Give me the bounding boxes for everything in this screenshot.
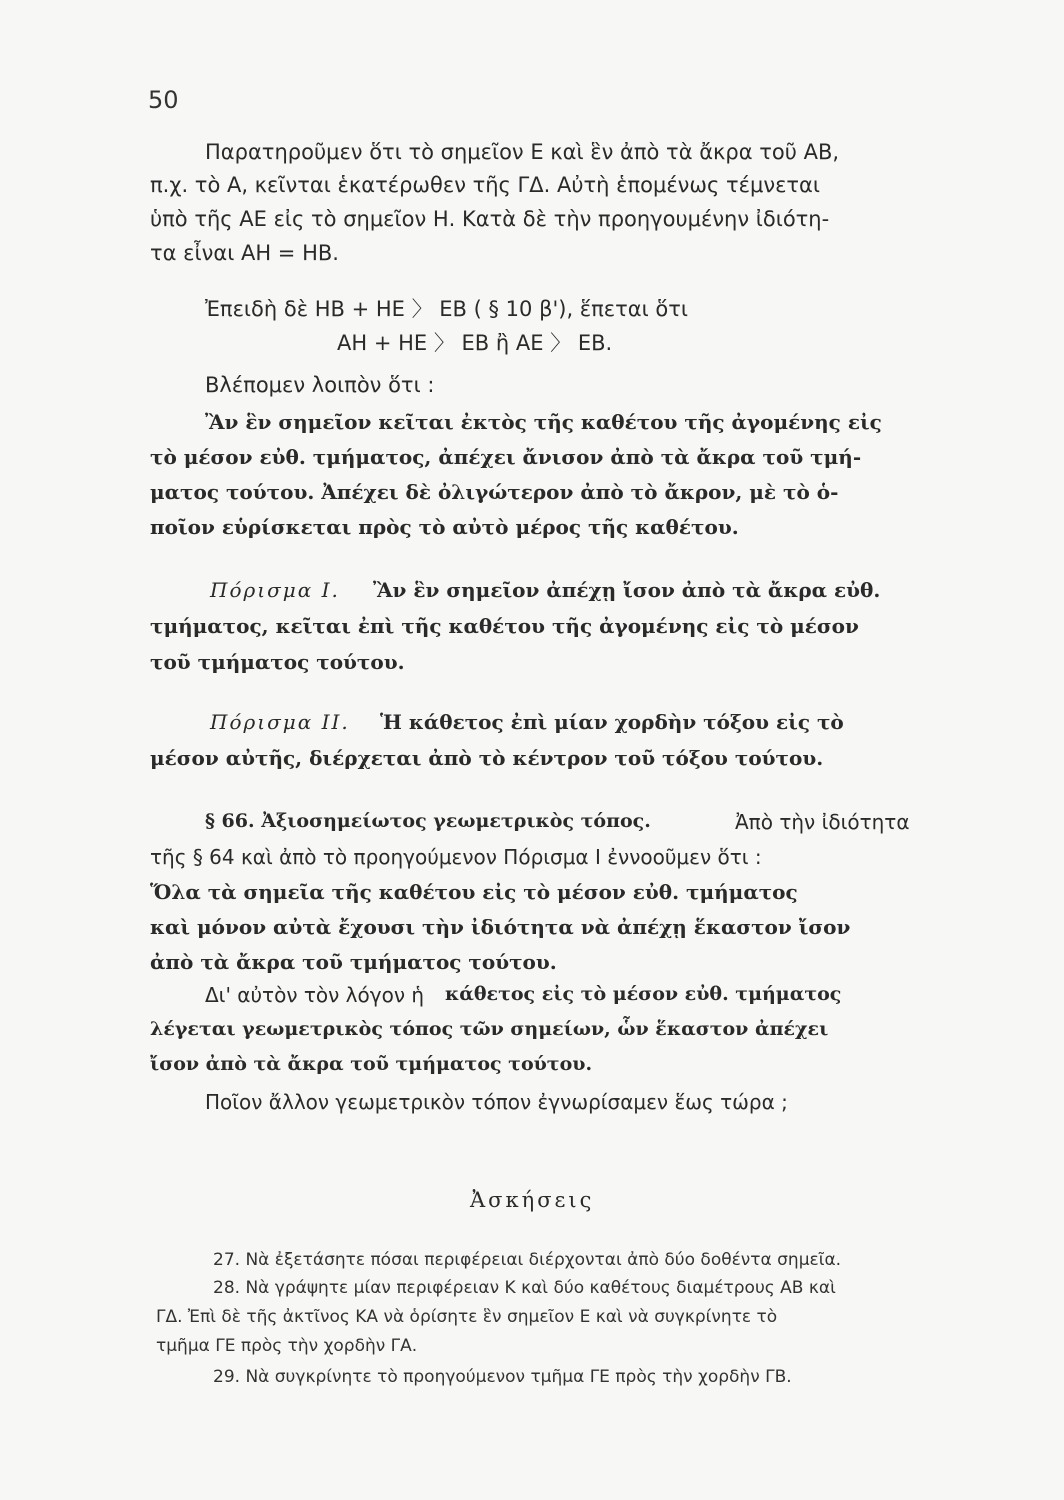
theorem-line: καὶ μόνον αὐτὰ ἔχουσι τὴν ἰδιότητα νὰ ἀπέχῃ ἕκαστον ἴσον [150,915,851,939]
theorem-line: ἀπὸ τὰ ἄκρα τοῦ τμήματος τούτου. [150,950,557,974]
porisma2-label: Πόρισμα ΙΙ. [210,710,350,734]
text-line: π.χ. τὸ Α, κεῖνται ἑκατέρωθεν τῆς ΓΔ. Αὐτὴ ἑπομένως τέμνεται [150,173,821,197]
porisma1-label: Πόρισμα Ι. [210,578,340,602]
text-line: Ποῖον ἄλλον γεωμετρικὸν τόπον ἐγνωρίσαμεν ἕως τώρα ; [205,1090,788,1114]
section-title: § 66. Ἀξιοσημείωτος γεωμετρικὸς τόπος. [205,810,651,832]
text-line: κάθετος εἰς τὸ μέσον εὐθ. τμήματος [445,983,842,1005]
text-line: Ἐπειδὴ δὲ ΗΒ + ΗΕ 〉 ΕΒ ( § 10 β'), ἕπεται ὅτι [205,297,689,321]
page-number: 50 [148,86,179,114]
text-line: Βλέπομεν λοιπὸν ὅτι : [205,373,435,397]
text-line: ὑπὸ τῆς ΑΕ εἰς τὸ σημεῖον Η. Κατὰ δὲ τὴν προηγουμένην ἰδιότη- [150,207,830,231]
theorem-line: τὸ μέσον εὐθ. τμήματος, ἀπέχει ἄνισον ἀπὸ τὰ ἄκρα τοῦ τμή- [150,445,862,469]
theorem-line: Ὅλα τὰ σημεῖα τῆς καθέτου εἰς τὸ μέσον εὐθ. τμήματος [150,880,798,904]
text-line: τα εἶναι ΑΗ = ΗΒ. [150,241,339,265]
text-line: Ἀπὸ τὴν ἰδιότητα [735,810,910,834]
exercise-item: 28. Νὰ γράψητε μίαν περιφέρειαν Κ καὶ δύο καθέτους διαμέτρους ΑΒ καὶ [213,1278,836,1298]
porisma1-line: Ἂν ἓν σημεῖον ἀπέχῃ ἴσον ἀπὸ τὰ ἄκρα εὐθ. [373,578,881,602]
porisma2-line: μέσον αὐτῆς, διέρχεται ἀπὸ τὸ κέντρον τοῦ τόξου τούτου. [150,746,824,770]
porisma2-line: Ἡ κάθετος ἐπὶ μίαν χορδὴν τόξου εἰς τὸ [380,710,844,734]
text-line: τῆς § 64 καὶ ἀπὸ τὸ προηγούμενον Πόρισμα Ι ἐννοοῦμεν ὅτι : [150,845,762,869]
theorem-line: ματος τούτου. Ἀπέχει δὲ ὀλιγώτερον ἀπὸ τὸ ἄκρον, μὲ τὸ ὁ- [150,480,839,504]
porisma1-line: τμήματος, κεῖται ἐπὶ τῆς καθέτου τῆς ἀγομένης εἰς τὸ μέσον [150,614,859,638]
text-line: λέγεται γεωμετρικὸς τόπος τῶν σημείων, ὧν ἕκαστον ἀπέχει [150,1018,829,1040]
exercises-heading: Ἀσκήσεις [470,1188,595,1212]
exercise-item: τμῆμα ΓΕ πρὸς τὴν χορδὴν ΓΑ. [156,1336,418,1356]
exercise-item: 29. Νὰ συγκρίνητε τὸ προηγούμενον τμῆμα ΓΕ πρὸς τὴν χορδὴν ΓΒ. [213,1367,792,1387]
text-line: Παρατηροῦμεν ὅτι τὸ σημεῖον Ε καὶ ἓν ἀπὸ τὰ ἄκρα τοῦ ΑΒ, [205,140,840,164]
theorem-line: Ἂν ἓν σημεῖον κεῖται ἐκτὸς τῆς καθέτου τῆς ἀγομένης εἰς [205,410,882,434]
exercise-item: 27. Νὰ ἐξετάσητε πόσαι περιφέρειαι διέρχονται ἀπὸ δύο δοθέντα σημεῖα. [213,1250,842,1270]
text-line: ἴσον ἀπὸ τὰ ἄκρα τοῦ τμήματος τούτου. [150,1053,593,1075]
theorem-line: ποῖον εὑρίσκεται πρὸς τὸ αὐτὸ μέρος τῆς καθέτου. [150,515,739,539]
porisma1-line: τοῦ τμήματος τούτου. [150,650,405,674]
text-line: Δι' αὐτὸν τὸν λόγον ἡ [205,983,425,1007]
exercise-item: ΓΔ. Ἐπὶ δὲ τῆς ἀκτῖνος ΚΑ νὰ ὁρίσητε ἓν σημεῖον Ε καὶ νὰ συγκρίνητε τὸ [156,1307,778,1327]
formula-line: ΑΗ + ΗΕ 〉 ΕΒ ἢ ΑΕ 〉 ΕΒ. [337,331,613,355]
